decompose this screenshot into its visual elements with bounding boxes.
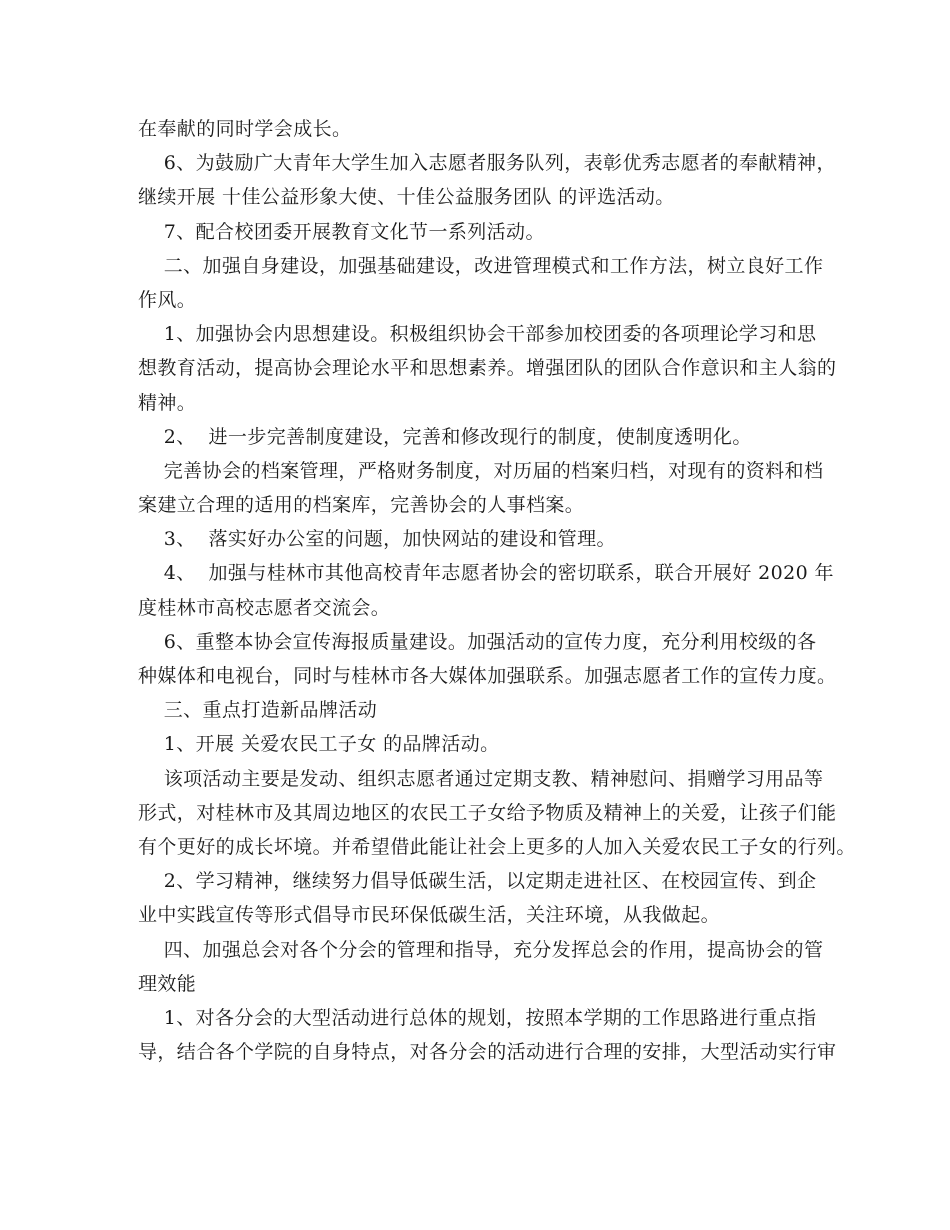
text-line: 6、重整本协会宣传海报质量建设。加强活动的宣传力度，充分利用校级的各 xyxy=(138,630,817,653)
text-line: 三、重点打造新品牌活动 xyxy=(138,699,378,722)
text-line: 四、加强总会对各个分会的管理和指导，充分发挥总会的作用，提高协会的管 xyxy=(138,938,824,961)
text-line: 该项活动主要是发动、组织志愿者通过定期支教、精神慰问、捐赠学习用品等 xyxy=(138,767,824,790)
text-line: 1、开展 关爱农民工子女 的品牌活动。 xyxy=(138,733,500,756)
text-line: 作风。 xyxy=(138,288,197,311)
text-line: 案建立合理的适用的档案库，完善协会的人事档案。 xyxy=(138,494,585,517)
text-line: 1、对各分会的大型活动进行总体的规划，按照本学期的工作思路进行重点指 xyxy=(138,1006,817,1029)
text-line: 有个更好的成长坏境。并希望借此能让社会上更多的人加入关爱农民工子女的行列。 xyxy=(138,835,856,858)
text-line: 2、 进一步完善制度建设，完善和修改现行的制度，使制度透明化。 xyxy=(138,425,752,448)
document-body xyxy=(138,112,856,1069)
text-line: 2、学习精神，继续努力倡导低碳生活，以定期走进社区、在校园宣传、到企 xyxy=(138,870,817,893)
text-line: 4、 加强与桂林市其他高校青年志愿者协会的密切联系，联合开展好 2020 年 xyxy=(138,562,834,585)
text-line: 导，结合各个学院的自身特点，对各分会的活动进行合理的安排，大型活动实行审 xyxy=(138,1041,837,1064)
text-line: 完善协会的档案管理，严格财务制度，对历届的档案归档，对现有的资料和档 xyxy=(138,459,824,482)
text-line: 6、为鼓励广大青年大学生加入志愿者服务队列，表彰优秀志愿者的奉献精神， xyxy=(138,152,836,175)
text-line: 在奉献的同时学会成长。 xyxy=(138,118,352,140)
text-line: 度桂林市高校志愿者交流会。 xyxy=(138,596,391,619)
text-line: 7、配合校团委开展教育文化节一系列活动。 xyxy=(138,220,545,243)
text-line: 想教育活动，提高协会理论水平和思想素养。增强团队的团队合作意识和主人翁的 xyxy=(138,357,837,380)
text-line: 3、 落实好办公室的问题，加快网站的建设和管理。 xyxy=(138,528,616,551)
text-line: 理效能 xyxy=(138,972,197,995)
text-line: 种媒体和电视台，同时与桂林市各大媒体加强联系。加强志愿者工作的宣传力度。 xyxy=(138,665,837,687)
text-line: 1、加强协会内思想建设。积极组织协会干部参加校团委的各项理论学习和思 xyxy=(138,323,817,346)
text-line: 二、加强自身建设，加强基础建设，改进管理模式和工作方法，树立良好工作 xyxy=(138,254,824,277)
text-line: 形式，对桂林市及其周边地区的农民工子女给予物质及精神上的关爱，让孩子们能 xyxy=(138,801,837,824)
text-line: 继续开展 十佳公益形象大使、十佳公益服务团队 的评选活动。 xyxy=(138,186,675,209)
text-line: 业中实践宣传等形式倡导市民环保低碳生活，关注环境，从我做起。 xyxy=(138,904,721,927)
text-line: 精神。 xyxy=(138,391,197,414)
